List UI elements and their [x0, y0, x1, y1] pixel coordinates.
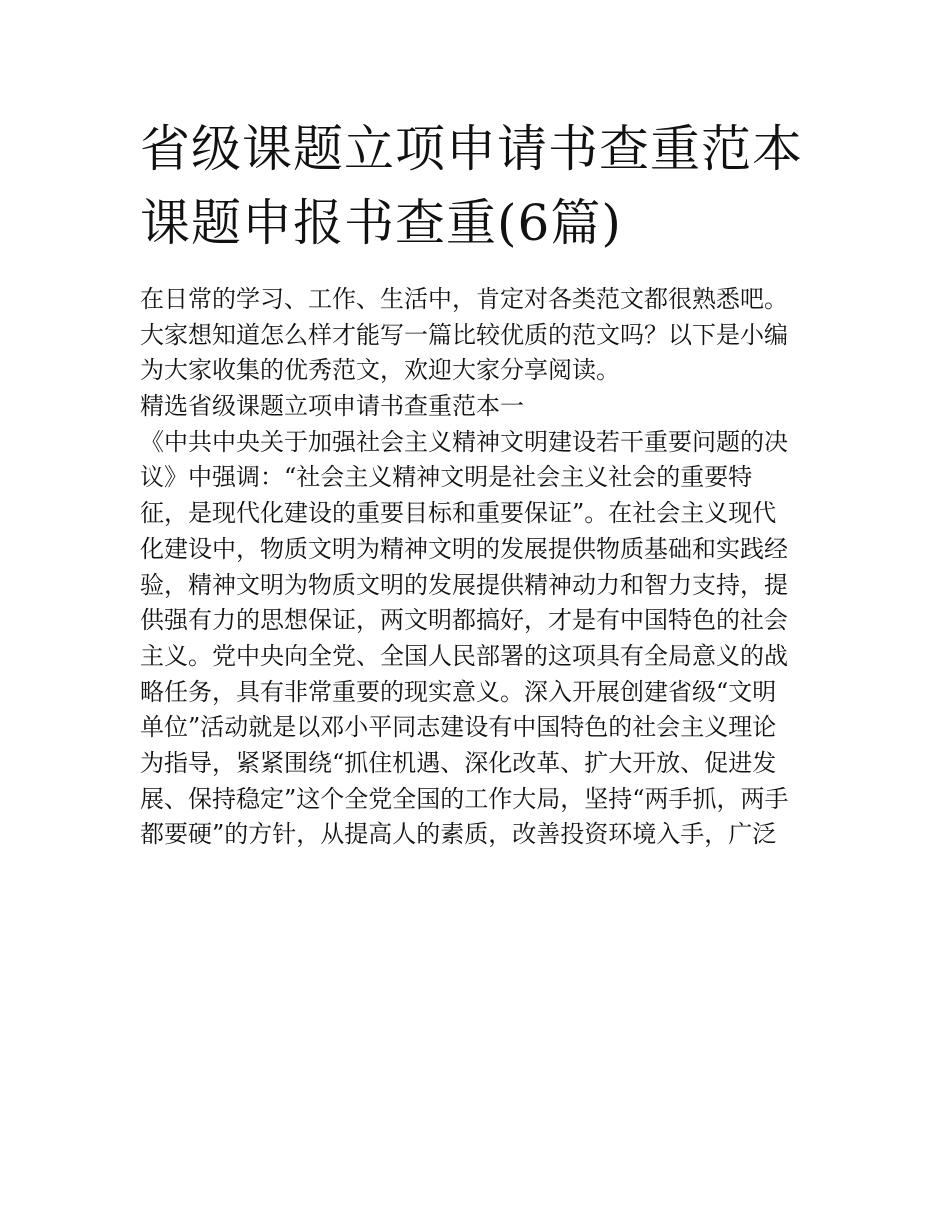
body-line: 供强有力的思想保证，两文明都搞好，才是有中国特色的社会	[140, 606, 788, 635]
document-title	[140, 112, 830, 260]
section-heading-paragraph	[140, 389, 830, 425]
section-heading: 精选省级课题立项申请书查重范本一	[140, 392, 524, 421]
body-line: 议》中强调：“社会主义精神文明是社会主义社会的重要特	[140, 463, 753, 492]
body-line: 略任务，具有非常重要的现实意义。深入开展创建省级“文明	[140, 677, 777, 706]
intro-line: 大家想知道怎么样才能写一篇比较优质的范文吗？以下是小编	[140, 320, 788, 349]
body-line: 征，是现代化建设的重要目标和重要保证”。在社会主义现代	[140, 499, 777, 528]
title-line-1: 省级课题立项申请书查重范本	[140, 120, 803, 178]
document-body	[140, 282, 830, 853]
body-line: 主义。党中央向全党、全国人民部署的这项具有全局意义的战	[140, 641, 788, 670]
intro-line: 在日常的学习、工作、生活中，肯定对各类范文都很熟悉吧。	[140, 285, 788, 313]
body-line: 验，精神文明为物质文明的发展提供精神动力和智力支持，提	[140, 570, 788, 599]
body-line: 化建设中，物质文明为精神文明的发展提供物质基础和实践经	[140, 534, 788, 563]
intro-line: 为大家收集的优秀范文，欢迎大家分享阅读。	[140, 356, 620, 385]
body-line: 都要硬”的方针，从提高人的素质，改善投资环境入手，广泛	[140, 820, 777, 849]
title-line-2: 课题申报书查重(6篇)	[140, 194, 622, 252]
body-paragraph	[140, 425, 830, 853]
intro-paragraph	[140, 282, 830, 389]
body-line: 为指导，紧紧围绕“抓住机遇、深化改革、扩大开放、促进发	[140, 748, 777, 777]
body-line: 单位”活动就是以邓小平同志建设有中国特色的社会主义理论	[140, 713, 777, 742]
body-line: 《中共中央关于加强社会主义精神文明建设若干重要问题的决	[140, 427, 788, 456]
body-line: 展、保持稳定”这个全党全国的工作大局，坚持“两手抓，两手	[140, 784, 789, 813]
